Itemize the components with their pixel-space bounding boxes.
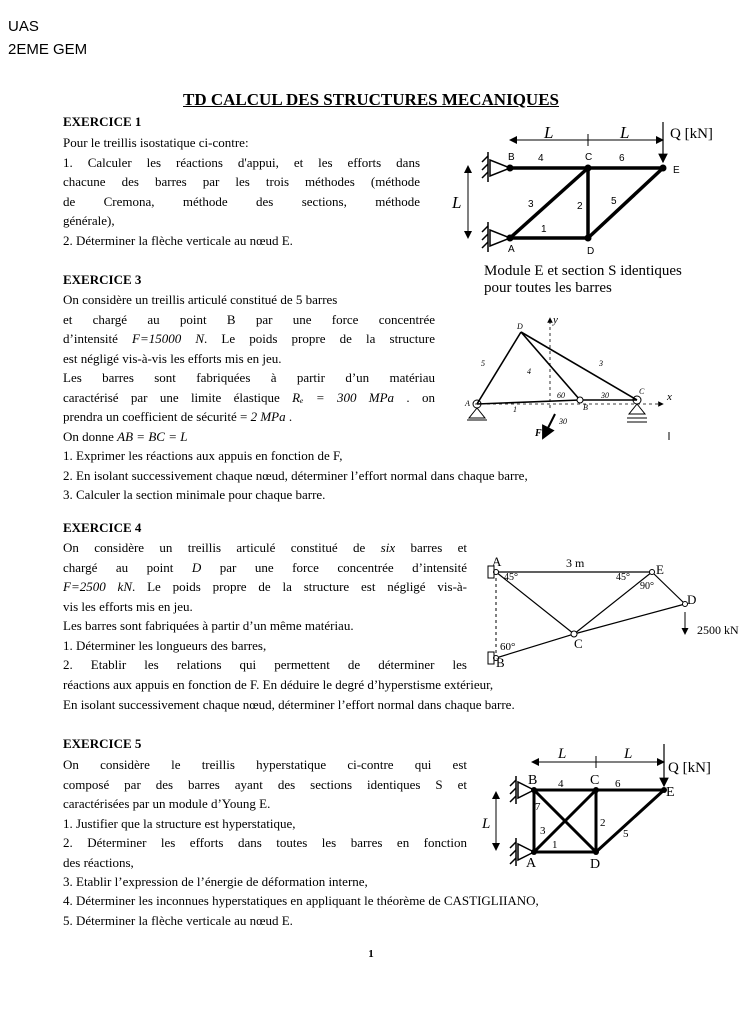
exercise-4-text	[63, 538, 467, 675]
text-line: de Cremona, méthode des sections, méthode	[63, 193, 420, 209]
support-icon	[488, 566, 494, 664]
header-line-1: UAS	[8, 18, 39, 35]
exercise-4-text-continued	[63, 675, 683, 714]
text-line: chargé au point D par une force concentrée d’intensité	[63, 559, 467, 575]
text-line: On considère un treillis articulé constitué de 5 barres	[63, 292, 338, 307]
text-line: est négligé vis-à-vis les efforts mis en jeu.	[63, 350, 282, 366]
text-line: prendra un coefficient de sécurité = 2 MPa .	[63, 409, 293, 424]
exercise-3-questions	[63, 446, 683, 505]
axis-label: x	[667, 391, 672, 403]
bar-label: 3	[599, 359, 603, 368]
node-label: C	[639, 387, 645, 396]
text-line: En isolant successivement chaque nœud, déterminer l’effort normal dans chaque barre.	[63, 696, 515, 712]
exercise-1-heading: EXERCICE 1	[63, 114, 142, 129]
text-line: On considère un treillis articulé constitué de six barres et	[63, 540, 467, 555]
exercise-4-truss-figure	[478, 552, 742, 670]
text-line: Les barres sont fabriquées à partir d’un même matériau.	[63, 618, 354, 633]
node-label: C	[574, 636, 583, 651]
caption-line: Module E et section S identiques	[484, 263, 682, 279]
text-line: et chargé au point B par une force concentrée	[63, 311, 435, 327]
page-title: TD CALCUL DES STRUCTURES MECANIQUES	[183, 90, 559, 109]
text-line: 4. Déterminer les inconnues hyperstatiques en appliquant le théorème de CASTIGLIIANO,	[63, 893, 539, 908]
bar-label: 5	[611, 196, 617, 207]
text-line: 1. Justifier que la structure est hyperstatique,	[63, 815, 296, 831]
bar-label: 1	[552, 839, 558, 851]
node-label: D	[590, 857, 601, 872]
bar-label: 2	[577, 201, 583, 212]
node-label: A	[492, 554, 502, 569]
figure-caption	[484, 263, 682, 297]
angle-label: 45°	[504, 572, 518, 583]
text-line: réactions aux appuis en fonction de F. En déduire le degré d’hyperstisme extérieur,	[63, 677, 494, 692]
text-line: On considère le treillis hyperstatique ci-contre qui est	[63, 757, 467, 772]
exercise-5-text	[63, 755, 467, 892]
text-line: caractérisé par une limite élastique Rₑ = 300 MPa . on	[63, 389, 435, 405]
load-label: F	[535, 428, 542, 439]
text-line: F=2500 kN. Le poids propre de la structure est négligé vis-à-	[63, 579, 468, 594]
node-label: B	[508, 152, 515, 163]
text-line: 2. Déterminer les efforts dans toutes les barres en fonction	[63, 835, 467, 850]
exercise-1-truss-figure	[448, 118, 713, 268]
dim-label: L	[482, 816, 491, 832]
support-icon	[510, 776, 534, 866]
node-label: A	[508, 244, 515, 255]
bar-label: 1	[513, 405, 517, 414]
node-label: E	[673, 165, 680, 176]
text-line: On donne AB = BC = L	[63, 428, 188, 444]
text-line: 1. Calculer les réactions d'appui, et les efforts dans	[63, 154, 420, 170]
node-label: B	[528, 773, 538, 788]
text-line: Pour le treillis isostatique ci-contre:	[63, 135, 249, 150]
bar-label: 1	[541, 224, 547, 235]
text-line: d’intensité F=15000 N. Le poids propre de la structure	[63, 331, 435, 346]
exercise-3-truss-figure	[455, 308, 685, 443]
dim-label: L	[620, 123, 630, 142]
node-label: B	[583, 403, 588, 412]
node-label: C	[590, 773, 600, 788]
text-line: 2. Déterminer la flèche verticale au nœud E.	[63, 232, 293, 248]
text-line: des réactions,	[63, 854, 134, 870]
exercise-5-truss-figure	[478, 740, 723, 875]
node-label: D	[587, 246, 595, 257]
exercise-1-text	[63, 133, 420, 250]
angle-label: 60°	[500, 641, 516, 653]
bar-label: 5	[623, 828, 629, 840]
node-label: A	[526, 856, 537, 871]
text-line: 2. Etablir les relations qui permettent de déterminer les	[63, 657, 467, 672]
text-line: composé par des barres ayant des sections identiques S et	[63, 776, 467, 792]
node-label: A	[465, 399, 470, 408]
dim-label: L	[558, 746, 567, 762]
bar-label: 4	[558, 778, 564, 790]
header-line-2: 2EME GEM	[8, 41, 88, 58]
exercise-3-text	[63, 290, 435, 446]
text-line: 3. Calculer la section minimale pour chaque barre.	[63, 487, 326, 502]
bar-label: 3	[540, 825, 546, 837]
dim-label: L	[452, 193, 462, 212]
exercise-4-heading: EXERCICE 4	[63, 520, 142, 535]
node-label: E	[666, 785, 675, 800]
page-number: 1	[368, 948, 374, 960]
load-label: Q [kN]	[668, 760, 711, 776]
support-icon	[482, 152, 510, 252]
angle-label: 30	[601, 391, 609, 400]
text-line: Les barres sont fabriquées à partir d’un matériau	[63, 370, 435, 385]
dim-label: 3 m	[566, 556, 585, 570]
text-line: générale),	[63, 213, 115, 228]
text-line: 5. Déterminer la flèche verticale au nœud E.	[63, 912, 293, 928]
exercise-3-heading: EXERCICE 3	[63, 272, 142, 287]
text-line: caractérisées par un module d’Young E.	[63, 796, 271, 811]
text-line: 1. Déterminer les longueurs des barres,	[63, 637, 267, 653]
caption-line: pour toutes les barres	[484, 280, 612, 296]
text-line: 1. Exprimer les réactions aux appuis en fonction de F,	[63, 448, 343, 463]
node-label: D	[687, 592, 697, 607]
text-line: 3. Etablir l’expression de l’énergie de déformation interne,	[63, 874, 368, 889]
node-label: D	[517, 322, 523, 331]
exercise-5-text-continued	[63, 891, 703, 930]
bar-label: 6	[615, 778, 621, 790]
load-label: Q [kN]	[670, 126, 713, 142]
bar-label: 4	[527, 367, 531, 376]
angle-label: 30	[559, 417, 567, 426]
text-line: chacune des barres par les trois méthodes (méthode	[63, 174, 420, 189]
text-line: 2. En isolant successivement chaque nœud, déterminer l’effort normal dans chaque barre,	[63, 467, 528, 483]
text-line: vis les efforts mis en jeu.	[63, 598, 193, 614]
bar-label: 5	[481, 359, 485, 368]
bar-label: 2	[600, 817, 606, 829]
load-label: 2500 kN	[697, 623, 739, 637]
angle-label: 90°	[640, 581, 654, 592]
exercise-5-heading: EXERCICE 5	[63, 736, 142, 751]
angle-label: 45°	[616, 572, 630, 583]
node-label: B	[496, 655, 505, 670]
axis-label: y	[553, 314, 558, 326]
bar-label: 4	[538, 153, 544, 164]
dim-label: L	[624, 746, 633, 762]
angle-label: 60	[557, 391, 565, 400]
bar-label: 6	[619, 153, 625, 164]
node-label: C	[585, 152, 593, 163]
node-label: E	[656, 562, 664, 577]
bar-label: 7	[535, 801, 541, 813]
bar-label: 3	[528, 199, 534, 210]
dim-label: L	[544, 123, 554, 142]
